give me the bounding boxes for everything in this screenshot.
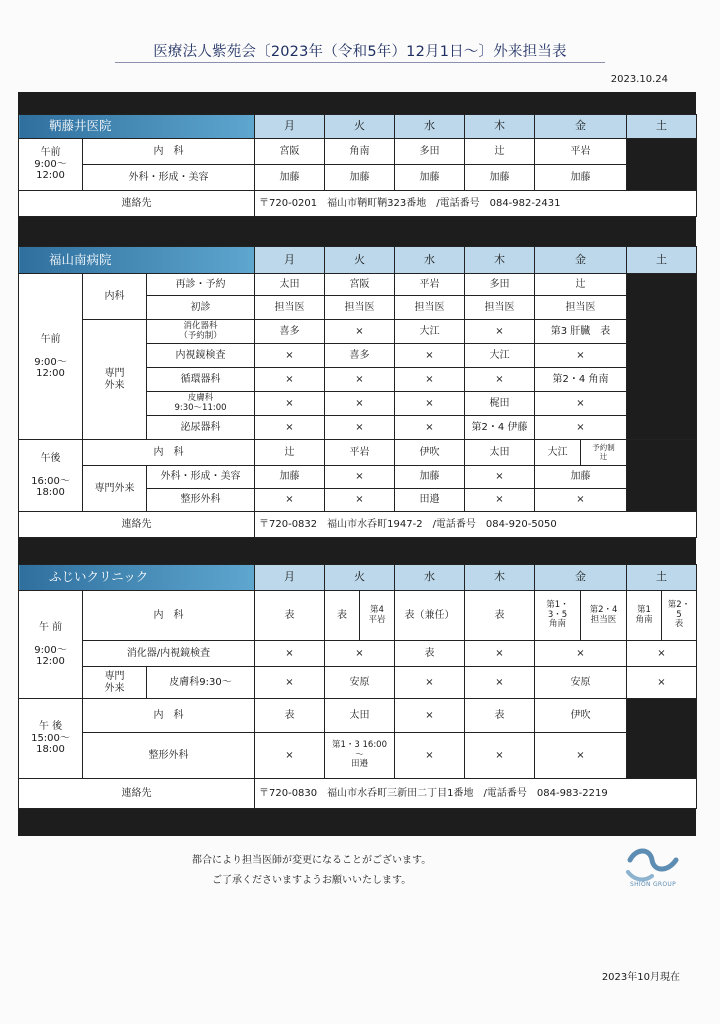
h3-row-label: 整形外科	[83, 733, 255, 779]
h3-pm-time: 午 後 15:00～ 18:00	[19, 699, 83, 779]
day-wed: 水	[395, 565, 465, 591]
day-fri: 金	[535, 115, 627, 139]
h1-cell: 加藤	[325, 165, 395, 191]
h1-row-label: 外科・形成・美容	[83, 165, 255, 191]
h2-contact-label: 連絡先	[19, 512, 255, 538]
h3-row-label: 皮膚科9:30～	[147, 667, 255, 699]
day-wed: 水	[395, 115, 465, 139]
h2-cell: 平岩	[325, 440, 395, 466]
h2-cell: ×	[325, 368, 395, 392]
h3-cell: ×	[465, 733, 535, 779]
day-fri: 金	[535, 247, 627, 274]
h2-cell: 喜多	[255, 320, 325, 344]
h1-cell: 宮阪	[255, 139, 325, 165]
h3-cell: 太田	[325, 699, 395, 733]
day-tue: 火	[325, 247, 395, 274]
h2-row-label: 内視鏡検査	[147, 344, 255, 368]
h3-row-label: 消化器/内視鏡検査	[83, 641, 255, 667]
day-mon: 月	[255, 115, 325, 139]
hospital-3-table	[18, 564, 697, 809]
h2-cell: ×	[535, 489, 627, 512]
h1-sat-closed	[627, 139, 697, 191]
notice-line-1: 都合により担当医師が変更になることがございます。	[192, 855, 432, 866]
h2-row-label: 皮膚科 9:30～11:00	[147, 392, 255, 416]
h2-pm-senmon: 専門外来	[83, 466, 147, 512]
h2-cell: ×	[465, 320, 535, 344]
h3-cell: ×	[255, 733, 325, 779]
day-tue: 火	[325, 565, 395, 591]
h2-cell: 太田	[465, 440, 535, 466]
h3-cell: 表	[465, 699, 535, 733]
h3-cell: ×	[395, 667, 465, 699]
h2-cell: ×	[535, 344, 627, 368]
h2-cell: ×	[255, 344, 325, 368]
h2-cell: 辻	[255, 440, 325, 466]
h2-pm-row-label: 外科・形成・美容	[147, 466, 255, 489]
h3-senmon: 専門 外来	[83, 667, 147, 699]
day-thu: 木	[465, 247, 535, 274]
h3-cell: ×	[465, 667, 535, 699]
h2-cell: ×	[395, 416, 465, 440]
day-tue: 火	[325, 115, 395, 139]
h3-cell: 第1 角南	[627, 591, 662, 641]
h2-cell: 予約制 辻	[581, 440, 627, 466]
h3-cell: ×	[535, 733, 627, 779]
h2-pm-sat-closed	[627, 440, 697, 512]
hospital-3-name: ふじいクリニック	[19, 565, 255, 591]
h2-cell: ×	[255, 489, 325, 512]
h2-cell: 喜多	[325, 344, 395, 368]
day-mon: 月	[255, 565, 325, 591]
h2-cell: 辻	[535, 274, 627, 296]
h2-cell: 担当医	[325, 296, 395, 320]
day-sat: 土	[627, 115, 697, 139]
h2-senmon: 専門 外来	[83, 320, 147, 440]
h1-cell: 加藤	[465, 165, 535, 191]
h3-cell: ×	[255, 641, 325, 667]
h2-cell: 加藤	[535, 466, 627, 489]
h2-row-label: 初診	[147, 296, 255, 320]
h2-cell: 田邉	[395, 489, 465, 512]
h2-pm-row-label: 整形外科	[147, 489, 255, 512]
h3-cell: 表	[325, 591, 360, 641]
h2-cell: 担当医	[535, 296, 627, 320]
h3-row-label: 内 科	[83, 699, 255, 733]
h1-contact-label: 連絡先	[19, 191, 255, 217]
h1-cell: 辻	[465, 139, 535, 165]
h3-cell: ×	[325, 641, 395, 667]
h2-cell: 伊吹	[395, 440, 465, 466]
h2-pm-time: 午後 16:00～ 18:00	[19, 440, 83, 512]
h2-row-label: 循環器科	[147, 368, 255, 392]
day-wed: 水	[395, 247, 465, 274]
h2-cell: ×	[325, 466, 395, 489]
h3-cell: 第1・3 16:00 ～ 田邉	[325, 733, 395, 779]
h3-cell: ×	[535, 641, 627, 667]
page-title: 医療法人紫苑会〔2023年（令和5年）12月1日～〕外来担当表	[153, 44, 567, 60]
h3-pm-sat-closed	[627, 699, 697, 779]
h3-cell: ×	[627, 667, 697, 699]
h2-cell: ×	[255, 392, 325, 416]
h2-sat-closed	[627, 274, 697, 440]
h2-cell: ×	[255, 368, 325, 392]
h2-cell: ×	[395, 392, 465, 416]
h3-am-time: 午 前 9:00～ 12:00	[19, 591, 83, 699]
h2-cell: ×	[325, 392, 395, 416]
h2-cell: 加藤	[395, 466, 465, 489]
h2-cell: ×	[465, 489, 535, 512]
h3-contact: 〒720-0830 福山市水呑町三新田二丁目1番地 /電話番号 084-983-2219	[255, 779, 697, 809]
h2-cell: 加藤	[255, 466, 325, 489]
h2-cell: 第2・4 角南	[535, 368, 627, 392]
title-underline	[115, 62, 605, 63]
h3-cell: ×	[395, 733, 465, 779]
day-thu: 木	[465, 565, 535, 591]
h2-cell: 大江	[535, 440, 581, 466]
h1-cell: 加藤	[255, 165, 325, 191]
h2-cell: ×	[535, 416, 627, 440]
h3-cell: 表（兼任）	[395, 591, 465, 641]
h3-cell: 安原	[325, 667, 395, 699]
h1-cell: 平岩	[535, 139, 627, 165]
h1-cell: 加藤	[395, 165, 465, 191]
h2-cell: ×	[465, 368, 535, 392]
h2-cell: 太田	[255, 274, 325, 296]
h3-cell: 第4 平岩	[360, 591, 395, 641]
h1-cell: 加藤	[535, 165, 627, 191]
schedule-table	[18, 92, 696, 836]
h2-cell: 宮阪	[325, 274, 395, 296]
h2-cell: 担当医	[465, 296, 535, 320]
notice-line-2: ご了承くださいますようお願いいたします。	[212, 875, 412, 886]
h3-cell: ×	[627, 641, 697, 667]
hospital-1-name: 鞆藤井医院	[19, 115, 255, 139]
as-of-date: 2023年10月現在	[601, 972, 680, 983]
h3-cell: ×	[395, 699, 465, 733]
day-thu: 木	[465, 115, 535, 139]
h2-am-time: 午前 9:00～ 12:00	[19, 274, 83, 440]
h3-contact-label: 連絡先	[19, 779, 255, 809]
h1-contact: 〒720-0201 福山市鞆町鞆323番地 /電話番号 084-982-2431	[255, 191, 697, 217]
h2-cell: ×	[395, 344, 465, 368]
h3-cell: 第1・ 3・5 角南	[535, 591, 581, 641]
h2-cell: ×	[325, 320, 395, 344]
day-mon: 月	[255, 247, 325, 274]
h3-cell: 表	[255, 591, 325, 641]
h2-cell: ×	[465, 466, 535, 489]
hospital-2-table	[18, 246, 697, 538]
h3-cell: 第2・ 5 表	[662, 591, 697, 641]
day-sat: 土	[627, 565, 697, 591]
h3-row-label: 内 科	[83, 591, 255, 641]
logo-text: SHION GROUP	[629, 881, 677, 888]
h2-cell: ×	[535, 392, 627, 416]
hospital-2-name: 福山南病院	[19, 247, 255, 274]
h2-cell: 多田	[465, 274, 535, 296]
h2-cell: ×	[255, 416, 325, 440]
h2-naika: 内科	[83, 274, 147, 320]
day-sat: 土	[627, 247, 697, 274]
h1-row-label: 内 科	[83, 139, 255, 165]
h3-cell: 伊吹	[535, 699, 627, 733]
h2-cell: 平岩	[395, 274, 465, 296]
h2-cell: 第3 肝臓 表	[535, 320, 627, 344]
day-fri: 金	[535, 565, 627, 591]
h2-cell: 大江	[395, 320, 465, 344]
h2-pm-row-label: 内 科	[83, 440, 255, 466]
h2-cell: ×	[325, 489, 395, 512]
h2-row-label: 消化器科 （予約制）	[147, 320, 255, 344]
h3-cell: 安原	[535, 667, 627, 699]
h2-contact: 〒720-0832 福山市水呑町1947-2 /電話番号 084-920-5050	[255, 512, 697, 538]
h2-cell: 担当医	[395, 296, 465, 320]
h2-cell: ×	[395, 368, 465, 392]
h2-cell: 大江	[465, 344, 535, 368]
h2-cell: 担当医	[255, 296, 325, 320]
h3-cell: 表	[255, 699, 325, 733]
issue-date: 2023.10.24	[610, 74, 668, 85]
h1-cell: 多田	[395, 139, 465, 165]
h3-cell: 第2・4 担当医	[581, 591, 627, 641]
h3-cell: 表	[465, 591, 535, 641]
h2-cell: 梶田	[465, 392, 535, 416]
h3-cell: 表	[395, 641, 465, 667]
hospital-1-table	[18, 114, 697, 217]
h2-row-label: 泌尿器科	[147, 416, 255, 440]
h3-cell: ×	[255, 667, 325, 699]
h1-cell: 角南	[325, 139, 395, 165]
h2-row-label: 再診・予約	[147, 274, 255, 296]
h1-time: 午前 9:00～ 12:00	[19, 139, 83, 191]
h2-cell: 第2・4 伊藤	[465, 416, 535, 440]
h2-cell: ×	[325, 416, 395, 440]
h3-cell: ×	[465, 641, 535, 667]
